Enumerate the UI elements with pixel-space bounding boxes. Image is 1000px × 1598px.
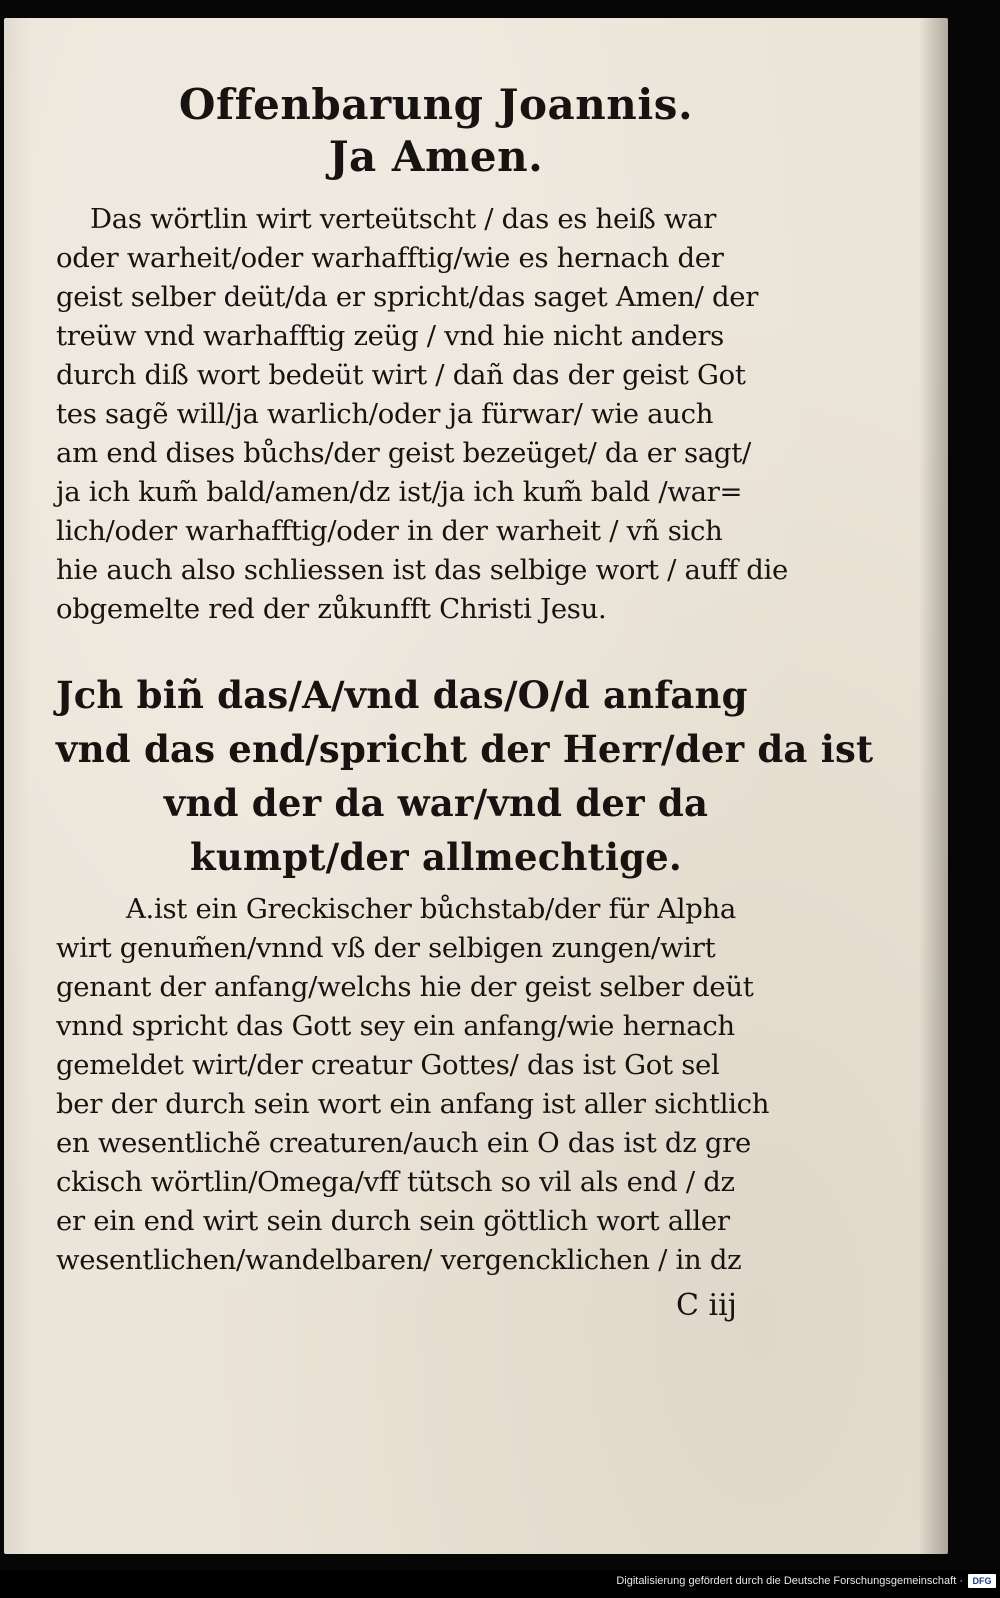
text-line: ber der durch sein wort ein anfang ist aller sichtlich <box>56 1088 770 1120</box>
quote-block <box>56 668 874 884</box>
text-line: er ein end wirt sein durch sein göttlich wort aller <box>56 1205 730 1237</box>
text-line: ja ich kum̃ bald/amen/dz ist/ja ich kum̃ bald /war= <box>56 476 743 508</box>
text-line: wesentlichen/wandelbaren/ vergencklichen / in dz <box>56 1244 742 1276</box>
text-line: obgemelte red der zůkunfft Christi Jesu. <box>56 593 607 625</box>
text-line: A.ist ein Greckischer bůchstab/der für Alpha <box>126 893 737 925</box>
paragraph-2 <box>56 890 816 1280</box>
dfg-logo: DFG <box>968 1574 996 1588</box>
text-line: geist selber deüt/da er spricht/das saget Amen/ der <box>56 281 759 313</box>
quote-line: kumpt/der allmechtige. <box>190 835 682 879</box>
spine-shadow <box>918 18 948 1554</box>
text-line: tes sagẽ will/ja warlich/oder ja fürwar/ wie auch <box>56 398 714 430</box>
text-line: treüw vnd warhafftig zeüg / vnd hie nicht anders <box>56 320 724 352</box>
text-line: genant der anfang/welchs hie der geist selber deüt <box>56 971 754 1003</box>
footer-bar <box>0 1570 1000 1598</box>
funding-credit-text: Digitalisierung gefördert durch die Deutsche Forschungsgemeinschaft · <box>616 1575 963 1587</box>
text-line: vnnd spricht das Gott sey ein anfang/wie hernach <box>56 1010 735 1042</box>
text-line: en wesentlichẽ creaturen/auch ein O das ist dz gre <box>56 1127 751 1159</box>
text-line: oder warheit/oder warhafftig/wie es hernach der <box>56 242 724 274</box>
signature-mark: C iij <box>676 1288 737 1323</box>
quote-line: vnd der da war/vnd der da <box>163 781 709 825</box>
footer-credit <box>616 1574 996 1588</box>
text-line: wirt genum̃en/vnnd vß der selbigen zungen/wirt <box>56 932 716 964</box>
page-subtitle: Ja Amen. <box>328 132 544 182</box>
text-line: gemeldet wirt/der creatur Gottes/ das ist Got sel <box>56 1049 720 1081</box>
paragraph-1 <box>56 200 816 629</box>
page-header <box>56 80 816 183</box>
text-line: ckisch wörtlin/Omega/vff tütsch so vil als end / dz <box>56 1166 735 1198</box>
text-line: hie auch also schliessen ist das selbige wort / auff die <box>56 554 788 586</box>
text-line: lich/oder warhafftig/oder in der warheit / vñ sich <box>56 515 723 547</box>
page-title: Offenbarung Joannis. <box>178 80 694 129</box>
text-line: durch diß wort bedeüt wirt / dañ das der geist Got <box>56 359 746 391</box>
text-line: am end dises bůchs/der geist bezeüget/ da er sagt/ <box>56 437 751 469</box>
book-page <box>4 18 948 1554</box>
text-line: Das wörtlin wirt verteütscht / das es heiß war <box>90 203 717 235</box>
quote-line: vnd das end/spricht der Herr/der da ist <box>56 727 874 771</box>
quote-line: Jch biñ das/A/vnd das/O/d anfang <box>56 673 748 717</box>
